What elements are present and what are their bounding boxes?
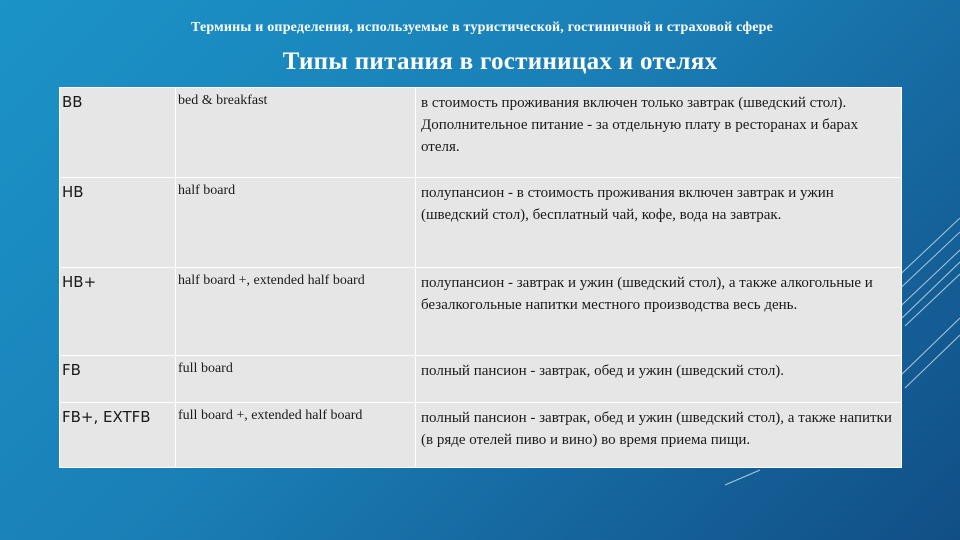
page-title: Типы питания в гостиницах и отелях [282,48,718,75]
meal-name-cell: full board [176,356,416,403]
meal-description-cell: в стоимость проживания включен только завтрак (шведский стол). Дополнительное питание - за отдельную плату в ресторанах и барах отеля. [416,88,902,178]
meal-code-cell: FB+, EXTFB [60,403,176,468]
meal-code-cell: BB [60,88,176,178]
meal-name-cell: full board +, extended half board [176,403,416,468]
meal-description-cell: полный пансион - завтрак, обед и ужин (шведский стол). [416,356,902,403]
table-row [60,356,902,403]
table-row [60,178,902,268]
table-row [60,88,902,178]
meal-description-cell: полупансион - завтрак и ужин (шведский стол), а также алкогольные и безалкогольные напитки местного производства весь день. [416,268,902,356]
meal-name-cell: half board +, extended half board [176,268,416,356]
meal-types-table [59,87,902,468]
meal-code-cell: HB [60,178,176,268]
table-row [60,403,902,468]
meal-name-cell: half board [176,178,416,268]
meal-name-cell: bed & breakfast [176,88,416,178]
meal-description-cell: полный пансион - завтрак, обед и ужин (шведский стол), а также напитки (в ряде отелей пиво и вино) во время приема пищи. [416,403,902,468]
table-row [60,268,902,356]
meal-code-cell: HB+ [60,268,176,356]
meal-description-cell: полупансион - в стоимость проживания включен завтрак и ужин (шведский стол), бесплатный чай, кофе, вода на завтрак. [416,178,902,268]
header-subtitle: Термины и определения, используемые в туристической, гостиничной и страховой сфере [190,20,774,35]
meal-code-cell: FB [60,356,176,403]
